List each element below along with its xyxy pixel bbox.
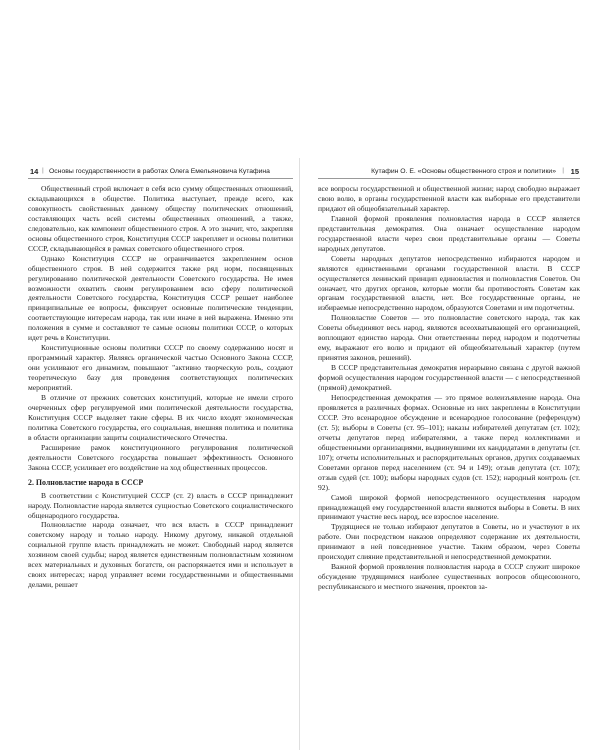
left-page: [28, 0, 293, 750]
paragraph: Расширение рамок конституционного регулирования политической деятельности Советского государства повышает эффективность Основного Закона СССР, усиливает его воздействие на ход общественных процессов.: [28, 442, 293, 472]
paragraph: В отличие от прежних советских конституций, которые не имели строго очерченных сфер регулируемой ими политической деятельности государства, Конституция СССР выделяет такие сферы. В их число входят экономическая политика Советского государства, его социальная, внешняя политика и политика в области организации защиты социалистического Отечества.: [28, 393, 293, 442]
right-page-body: [318, 184, 580, 592]
header-separator: |: [42, 167, 44, 174]
paragraph: В соответствии с Конституцией СССР (ст. 2) власть в СССР принадлежит народу. Полновластие народа является сущностью Советского социалистического общенародного государства.: [28, 490, 293, 520]
paragraph: Общественный строй включает в себя всю сумму общественных отношений, складывающихся в обществе. Политика выступает, прежде всего, как совокупность свойственных данному обществу политических отношений, составляющих часть всей системы общественных отношений, а также, следовательно, как компонент общественного строя. А это значит, что, закрепляя основы общественного строя, Конституция СССР закрепляет и основы политики СССР, складывающейся в рамках советского общественного строя.: [28, 184, 293, 253]
paragraph: Самой широкой формой непосредственного осуществления народом принадлежащей ему государственной власти являются выборы в Советы. В них принимают участие весь народ, все взрослое население.: [318, 492, 580, 522]
right-page: [318, 0, 580, 750]
paragraph: Конституционные основы политики СССР по своему содержанию носят и программный характер. Являясь органической частью Основного Закона СССР, они усиливают его динамизм, повышают "активно творческую роль, создают теоретическую базу для проведения соответствующих политических мероприятий.: [28, 343, 293, 393]
left-page-body: [28, 184, 293, 590]
paragraph: Непосредственная демократия — это прямое волеизъявление народа. Она проявляется в различных формах. Основные из них закреплены в Конституции СССР. Это всенародное обсуждение и всенародное голосование (референдум) (ст. 5); выборы в Советы (ст. 95–101); наказы избирателей депутатам (ст. 102); отчеты депутатов перед избирателями, а также перед коллективами и общественными организациями, выдвинувшими их кандидатами в депутаты (ст. 107); отчеты исполнительных и распорядительных органов, других создаваемых Советами органов перед населением (ст. 94 и 149); отзыв депутата (ст. 107); отзыв судей (ст. 100); выборы народных судов (ст. 152); народный контроль (ст. 92).: [318, 393, 580, 492]
paragraph: Полновластие народа означает, что вся власть в СССР принадлежит советскому народу и только народу. Никому другому, никакой отдельной социальной группе власть принадлежать не может. Свободный народ является хозяином своей судьбы; народ является единственным полновластным хозяином всех материальных и духовных богатств, он распоряжается ими и использует в своих интересах; народ управляет всеми государственными и общественными делами, решает: [28, 520, 293, 590]
book-gutter: [299, 158, 300, 750]
paragraph: Важной формой проявления полновластия народа в СССР служит широкое обсуждение трудящимися наиболее существенных вопросов общесоюзного, республиканского и местного значения, проектов за-: [318, 562, 580, 592]
paragraph: В СССР представительная демократия неразрывно связана с другой важной формой осуществления народом государственной власти — с непосредственной (прямой) демократией.: [318, 363, 580, 393]
right-running-title: Кутафин О. Е. «Основы общественного строя и политики»: [371, 167, 556, 175]
section-heading: 2. Полновластие народа в СССР: [28, 477, 144, 487]
right-page-number: 15: [570, 167, 579, 176]
paragraph: Главной формой проявления полновластия народа в СССР является представительная демократия. Она означает осуществление народом государственной власти через свои представительные органы — Советы народных депутатов.: [318, 213, 580, 253]
paragraph: Однако Конституция СССР не ограничивается закреплением основ общественного строя. В ней содержится также ряд норм, посвященных регулированию политической деятельности Советского государства. Не имея возможности охватить своим регулированием всю сферу политической деятельности Советского государства, Конституция СССР решает наиболее принципиальные ее вопросы, фиксирует основные политические тенденции, соответствующие интересам народа, так или иначе в ней выражена. Именно эти положения в сумме и составляют те самые основы политики СССР, о которых идет речь в Конституции.: [28, 253, 293, 343]
paragraph: Советы народных депутатов непосредственно избираются народом и являются единственными органами государственной власти. В СССР осуществляется ленинский принцип единовластия и полновластия Советов. Он означает, что других органов, которые могли бы противостоять Советам как органам государственной власти, нет. Все государственные органы, не избираемые непосредственно народом, образуются Советами и им подотчетны.: [318, 253, 580, 313]
continuation-paragraph: все вопросы государственной и общественной жизни; народ свободно выражает свою волю, в органы государственной власти как выборные его представители придают ей общеобязательный характер.: [318, 184, 580, 213]
paragraph: Полновластие Советов — это полновластие советского народа, так как Советы объединяют весь народ, являются всеохватывающей его организацией, воплощают единство народа. Они ответственны перед народом и подотчетны ему, выражают его волю и придают ей общеобязательный характер (путем принятия законов, решений).: [318, 313, 580, 363]
left-running-header: [28, 166, 293, 179]
paragraph: Трудящиеся не только избирают депутатов в Советы, но и участвуют в их работе. Они посредством наказов определяют содержание их деятельности, принимают в ней повседневное участие. Таким образом, через Советы происходит слияние представительной и непосредственной демократии.: [318, 522, 580, 562]
left-running-title: Основы государственности в работах Олега Емельяновича Кутафина: [49, 167, 270, 175]
right-running-header: [318, 166, 580, 179]
left-page-number: 14: [30, 167, 39, 176]
header-separator: |: [562, 167, 564, 174]
